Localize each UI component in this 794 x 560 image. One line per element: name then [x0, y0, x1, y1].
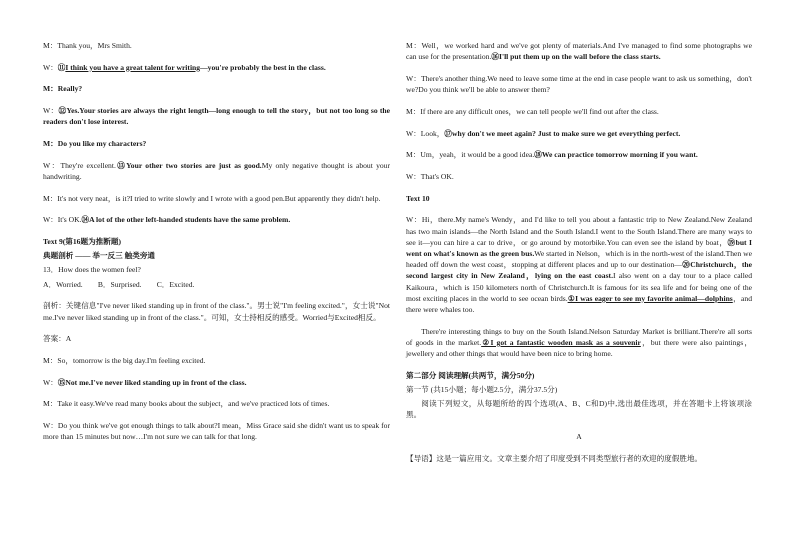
text-run: Yes.Your stories are always the right length—long enough to tell the story，but not too long so the readers don't lose interest. [43, 106, 391, 127]
text-run: ⑫ [58, 106, 67, 116]
paragraph [43, 138, 390, 149]
text-run: M：Really? [43, 84, 83, 94]
paragraph [406, 453, 752, 464]
text-run: ，and there were whales too. [406, 293, 752, 314]
right-column [406, 40, 752, 474]
text-run: I think you have a great talent for writing [65, 62, 201, 72]
text-run: ⑰why don't we meet again? Just to make sure we get everything perfect. [444, 128, 681, 138]
paragraph [406, 214, 752, 315]
text-run: —you're probably the best in the class. [200, 62, 326, 72]
text-run: W：They're excellent. [43, 160, 116, 170]
text-run: 第一节 (共15小题；每小题2.5分，满分37.5分) [406, 384, 558, 394]
paragraph [43, 300, 390, 322]
text-run: ①I was eager to see my favorite animal—dolphins [567, 293, 733, 303]
text-run: M：It's not very neat，is it?I tried to write slowly and I wrote with a good pen.But apparently they didn't help. [43, 193, 381, 203]
paragraph [43, 355, 390, 366]
paragraph [43, 264, 390, 275]
text-run: ②I got a fantastic wooden mask as a souvenir [481, 337, 641, 347]
text-run: Text 9(第16题为推断题) [43, 237, 121, 247]
paragraph [406, 431, 752, 442]
text-run: M：If there are any difficult ones，we can tell people we'll find out after the class. [406, 106, 659, 116]
text-run: 典题剖析 —— 举一反三 触类旁通 [43, 251, 156, 261]
text-run: W：That's OK. [406, 171, 454, 181]
text-run: My only negative thought is about your handwriting. [43, 160, 390, 181]
text-run: M：So，tomorrow is the big day.I'm feeling excited. [43, 355, 206, 365]
paragraph [406, 326, 752, 360]
paragraph [43, 398, 390, 409]
text-run: ⑲but I went on what's known as the green bus. [406, 237, 752, 258]
text-run: ⑪ [57, 62, 66, 72]
paragraph [43, 250, 390, 261]
text-run: W：Do you think we've got enough things to talk about?I mean，Miss Grace said she didn't want us to speak for more than 15 minutes but now…I'm not sure we can talk for that long. [43, 421, 390, 442]
text-run: ⑳Christchurch，the second largest city in New Zealand，lying on the east coast. [406, 260, 752, 281]
text-run: W：Hi，there.My name's Wendy，and I'd like to tell you about a fantastic trip to New Zealand.New Zealand has two main islands—the North Island and the South Island.I went to the South Island.There are many ways to see it—you can hire a car to drive，or go around by motorbike.You can even see the island by boat， [406, 215, 752, 247]
text-run: 【导语】这是一篇应用文。文章主要介绍了印度受到不同类型旅行者的欢迎的度假胜地。 [406, 453, 703, 463]
text-run: ⑭A lot of the other left-handed students have the same problem. [81, 215, 291, 225]
paragraph [43, 333, 390, 344]
text-run: M：Um，yeah，it would be a good idea. [406, 150, 535, 160]
text-run: ⑱We can practice tomorrow morning if you want. [534, 150, 698, 160]
text-run: There're interesting things to buy on the South Island.Nelson Saturday Market is brilliant.There're all sorts of goods in the market. [406, 326, 752, 347]
paragraph [43, 420, 390, 442]
paragraph [43, 40, 390, 51]
text-run: M：Well，we worked hard and we've got plenty of materials.And I've managed to find some photographs we can use for the presentation. [406, 41, 752, 62]
paragraph [43, 62, 390, 73]
left-column [43, 40, 390, 453]
text-run: ⑯I'll put them up on the wall before the class starts. [491, 52, 661, 62]
paragraph [43, 214, 390, 225]
paragraph [43, 160, 390, 182]
text-run: ，but there were also paintings，jewellery and other things that would have been nice to bring home. [406, 337, 752, 359]
text-run: 阅读下列短文，从每题所给的四个选项(A、B、C和D)中,选出最佳选项，并在答题卡上将该项涂黑。 [406, 399, 752, 420]
text-run: M：Thank you，Mrs Smith. [43, 41, 132, 50]
text-run: W：Look， [406, 128, 445, 138]
paragraph [406, 106, 752, 117]
paragraph [406, 171, 752, 182]
paragraph [406, 370, 752, 381]
paragraph [43, 279, 390, 290]
text-run: ⑮Not me.I've never liked standing up in front of the class. [57, 377, 247, 387]
text-run: 第二部分 阅读理解(共两节，满分50分) [406, 370, 535, 380]
text-run: W：There's another thing.We need to leave some time at the end in case people want to ask us something，don't we?Do you think we'll be able to answer them? [406, 73, 752, 95]
paragraph [406, 398, 752, 420]
text-run: W：It's OK. [43, 215, 82, 225]
text-run: Text 10 [406, 193, 430, 203]
paragraph [406, 149, 752, 160]
paragraph [43, 83, 390, 94]
text-run: A [576, 432, 582, 442]
text-run: 剖析：关键信息"I've never liked standing up in front of the class."。男士说"I'm feeling excited."，女士说"Not me.I've never liked standing up in front of the class."。可知，女士持相反的感受。Worried与Excited相反。 [43, 301, 390, 322]
text-run: 答案：A [43, 334, 72, 344]
text-run: W： [43, 106, 59, 116]
text-run: We started in Nelson，which is in the north-west of the island.Then we headed off down the west coast，stopping at different places and up to our destination— [406, 248, 752, 270]
text-run: M：Take it easy.We've read many books about the subject，and we've practiced lots of times. [43, 399, 330, 409]
text-run: M：Do you like my characters? [43, 139, 147, 149]
text-run: A．Worried. B．Surprised. C．Excited. [43, 279, 195, 289]
paragraph [406, 384, 752, 395]
paragraph [43, 377, 390, 388]
paragraph [43, 236, 390, 247]
paragraph [406, 73, 752, 95]
paragraph [406, 128, 752, 139]
paragraph [406, 40, 752, 62]
paragraph [43, 105, 390, 127]
paragraph [43, 193, 390, 204]
text-run: W： [43, 377, 58, 387]
paragraph [406, 193, 752, 204]
text-run: ⑬Your other two stories are just as good. [115, 160, 262, 170]
text-run: W： [43, 62, 58, 72]
text-run: I also went on a day tour to a place called Kaikoura，which is 150 kilometers north of Christchurch.It is famous for its sea life and for being one of the most exciting places in the world to see ocean birds. [406, 271, 752, 303]
text-run: 13．How does the women feel? [43, 265, 141, 275]
